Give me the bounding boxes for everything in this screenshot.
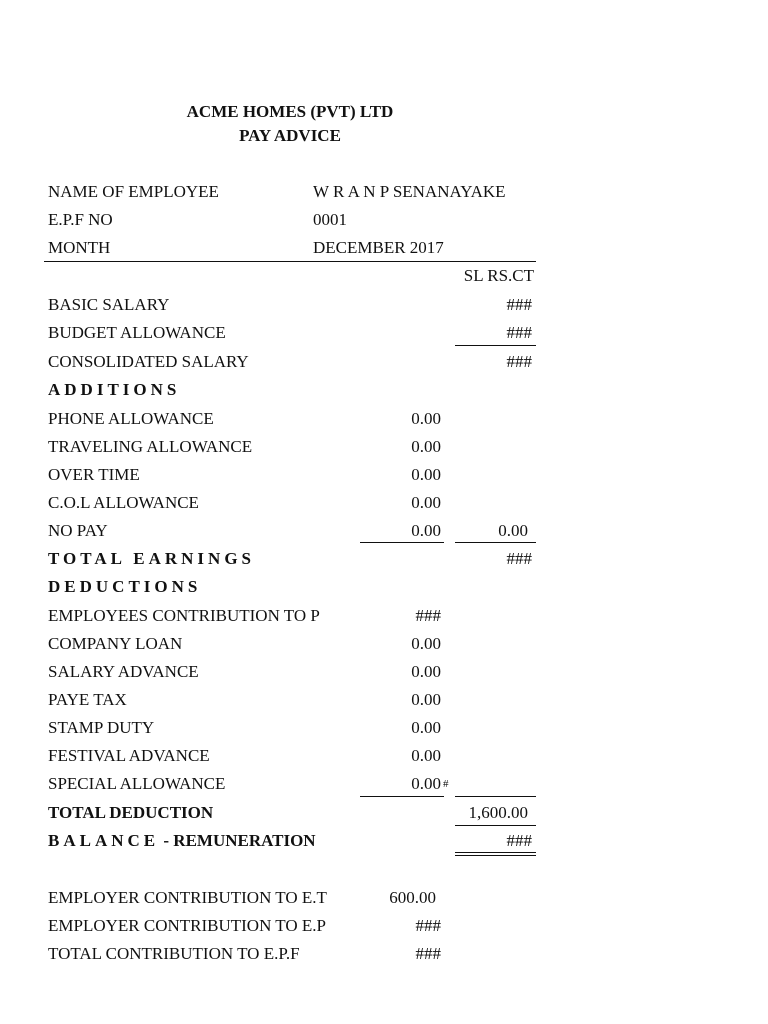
additions-rule-left [360,542,444,543]
consolidated-salary-label: CONSOLIDATED SALARY [48,352,249,371]
total-earnings-label: TOTAL EARNINGS [48,549,255,568]
balance-double-rule-bottom [455,855,536,856]
deduction-value: ### [415,606,441,625]
employer-contribution-value: 600.00 [389,888,436,907]
deduction-label: STAMP DUTY [48,718,155,737]
basic-salary-value: ### [506,295,532,314]
deduction-value: 0.00 [411,718,441,737]
deduction-label: FESTIVAL ADVANCE [48,746,210,765]
deduction-label: SALARY ADVANCE [48,662,199,681]
deduction-value: 0.00 [411,634,441,653]
additions-heading: ADDITIONS [48,380,181,399]
addition-label: C.O.L ALLOWANCE [48,493,199,512]
addition-label: TRAVELING ALLOWANCE [48,437,253,456]
deduction-label: EMPLOYEES CONTRIBUTION TO P [48,606,320,625]
total-earnings-value: ### [506,549,532,568]
employer-contribution-value: ### [415,916,441,935]
month-value: DECEMBER 2017 [313,238,444,257]
addition-value: 0.00 [411,465,441,484]
balance-value: ### [506,831,532,850]
balance-label [48,831,316,851]
total-contribution-value: ### [415,944,441,963]
addition-value: 0.00 [411,437,441,456]
deduction-value: 0.00 [411,690,441,709]
deductions-rule-right [455,796,536,797]
employee-name-value: W R A N P SENANAYAKE [313,182,506,201]
epf-no-value: 0001 [313,210,347,229]
total-deduction-rule [455,825,536,826]
balance-label-spaced: BALANCE [48,831,160,850]
basic-salary-label: BASIC SALARY [48,295,170,314]
addition-label: OVER TIME [48,465,140,484]
company-name: ACME HOMES (PVT) LTD [186,102,394,121]
employer-contribution-label: EMPLOYER CONTRIBUTION TO E.P [48,916,326,935]
employer-contribution-label: EMPLOYER CONTRIBUTION TO E.T [48,888,327,907]
consolidated-salary-value: ### [506,352,532,371]
document-title: PAY ADVICE [239,126,341,145]
addition-label: NO PAY [48,521,108,540]
header-divider [44,261,536,262]
balance-double-rule-top [455,852,536,853]
addition-value: 0.00 [411,493,441,512]
budget-allowance-value: ### [506,323,532,342]
total-deduction-label: TOTAL DEDUCTION [48,803,214,822]
total-contribution-label: TOTAL CONTRIBUTION TO E.P.F [48,944,300,963]
additions-rule-right [455,542,536,543]
addition-label: PHONE ALLOWANCE [48,409,214,428]
balance-label-rest: - REMUNERATION [163,831,316,850]
additions-subtotal: 0.00 [498,521,528,540]
deduction-label: COMPANY LOAN [48,634,183,653]
month-label: MONTH [48,238,111,257]
deduction-label: PAYE TAX [48,690,127,709]
overflow-mark: # [443,778,449,790]
deduction-label: SPECIAL ALLOWANCE [48,774,226,793]
total-deduction-value: 1,600.00 [468,803,528,822]
currency-header: SL RS.CT [463,266,534,285]
deduction-value: 0.00 [411,746,441,765]
addition-value: 0.00 [411,521,441,540]
deductions-rule-left [360,796,444,797]
subtotal-rule [455,345,536,346]
deductions-heading: DEDUCTIONS [48,577,202,596]
budget-allowance-label: BUDGET ALLOWANCE [48,323,226,342]
deduction-value: 0.00 [411,662,441,681]
deduction-value: 0.00 [411,774,441,793]
employee-name-label: NAME OF EMPLOYEE [48,182,219,201]
addition-value: 0.00 [411,409,441,428]
epf-no-label: E.P.F NO [48,210,113,229]
